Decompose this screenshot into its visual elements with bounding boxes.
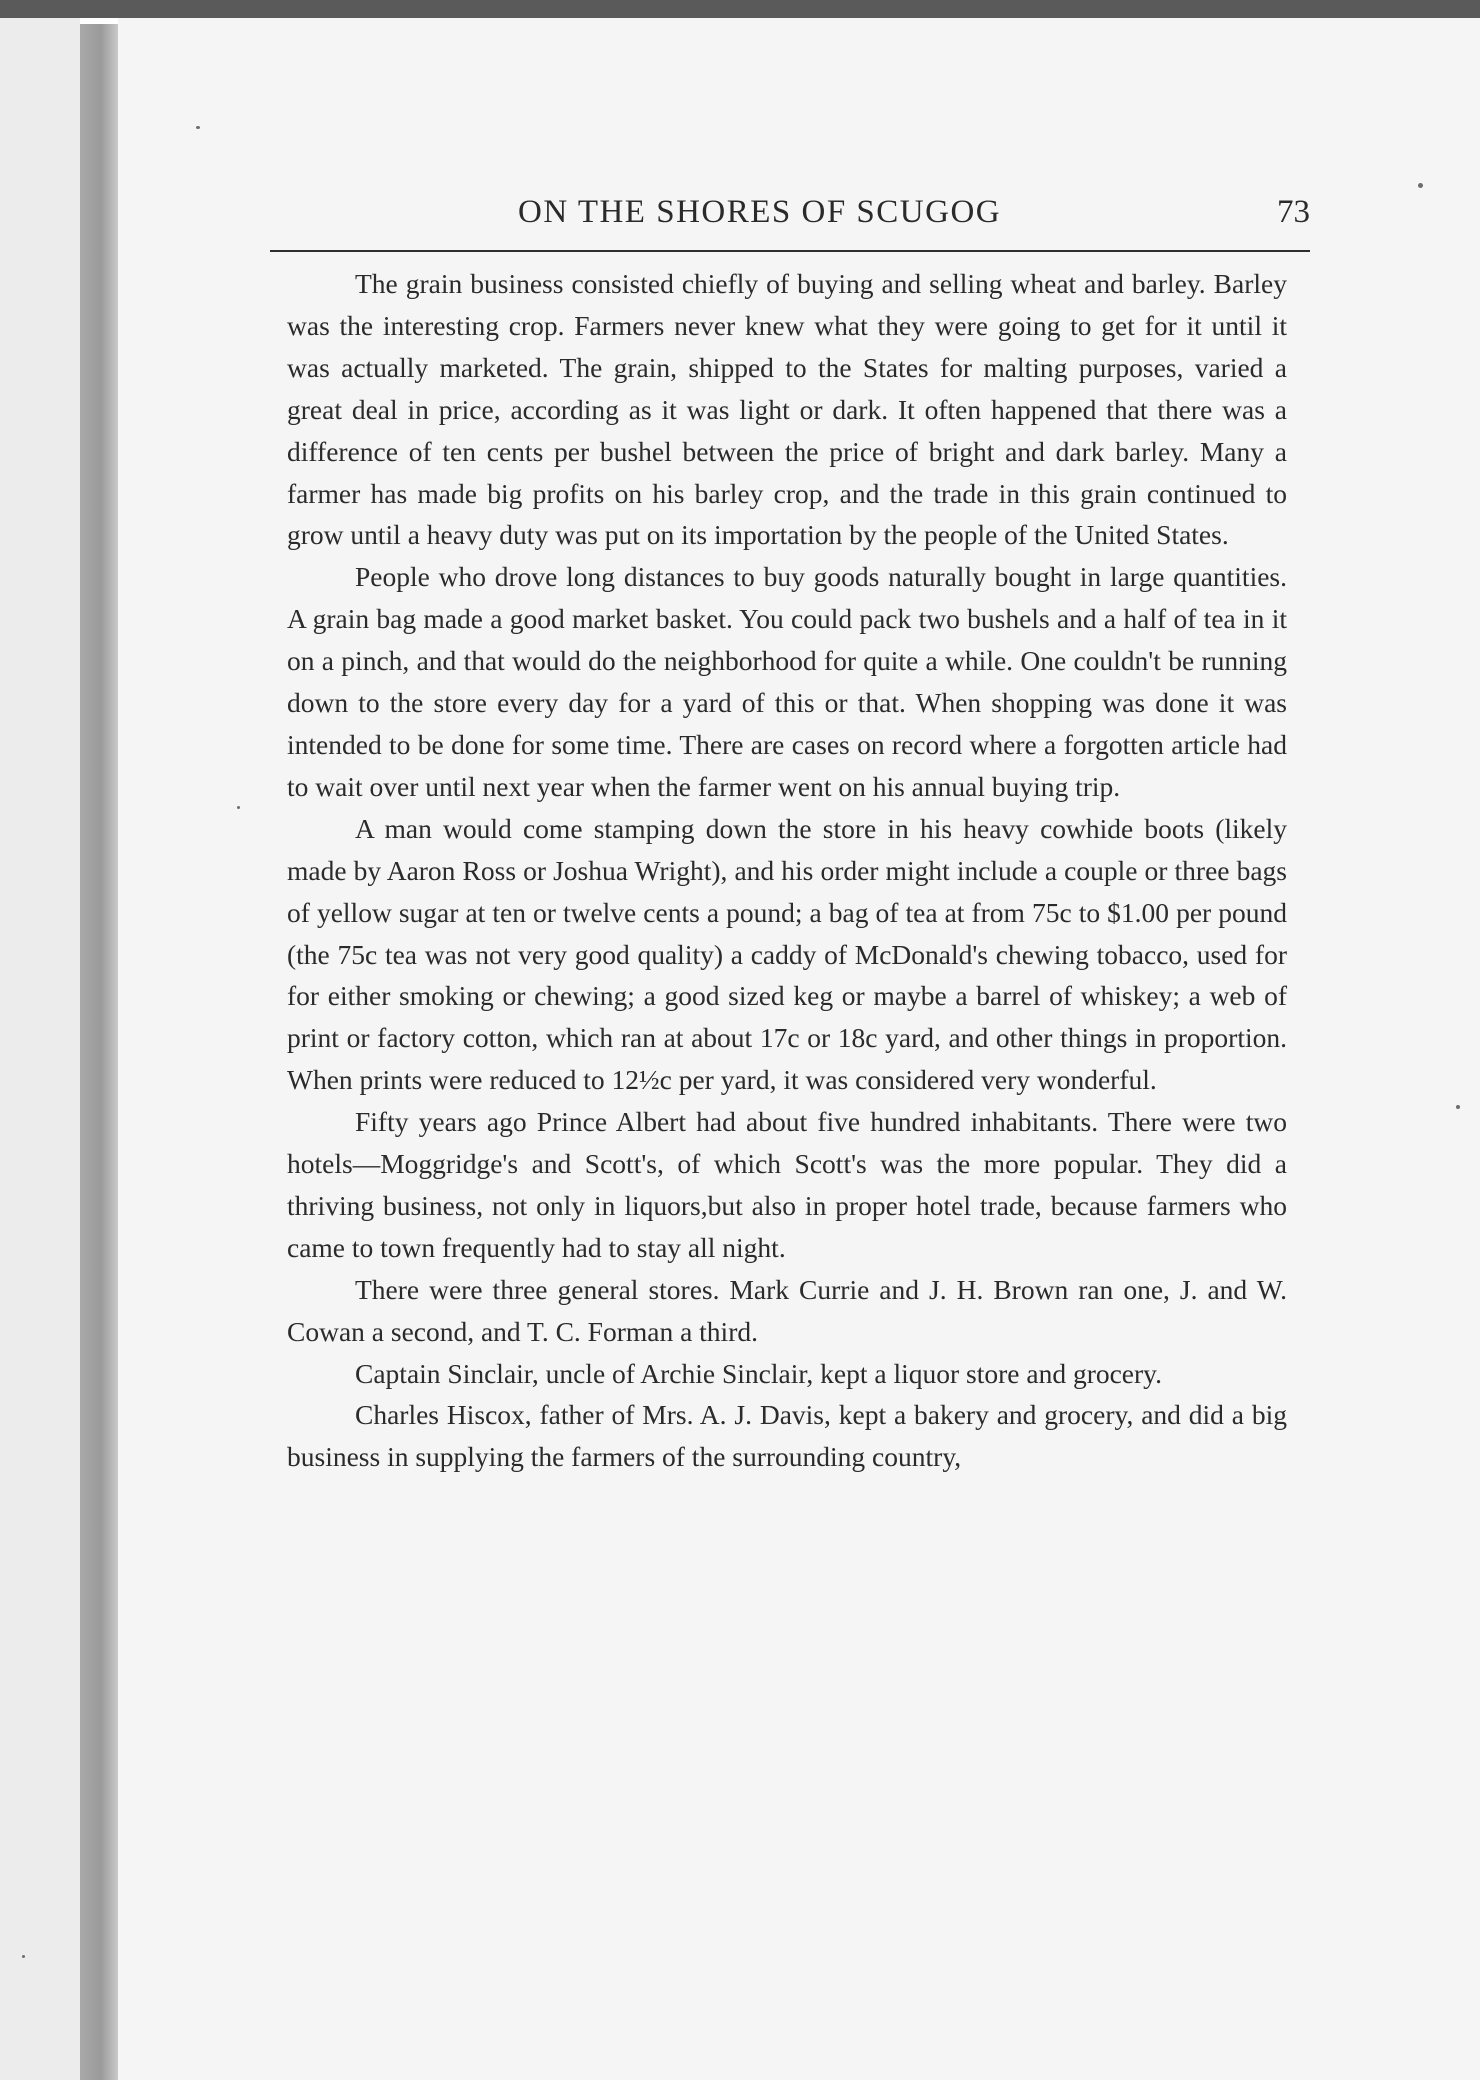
- speck: [237, 806, 240, 809]
- running-header: [270, 190, 1310, 252]
- paragraph-prince-albert: Fifty years ago Prince Albert had about five hundred inhabitants. There were two hotels—Moggridge's and Scott's, of which Scott's was the more popular. They did a thriving business, not only in liquors,but also in proper hotel trade, because farmers who came to town frequently had to stay all night.: [287, 1106, 1287, 1263]
- paragraph-store-order: A man would come stamping down the store in his heavy cowhide boots (likely made by Aaron Ross or Joshua Wright), and his order might include a couple or three bags of yellow sugar at ten or twelve cents a pound; a bag of tea at from 75c to $1.00 per pound (the 75c tea was not very good quality) a caddy of McDonald's chewing tobacco, used for for either smoking or chewing; a good sized keg or maybe a barrel of whiskey; a web of print or factory cotton, which ran at about 17c or 18c yard, and other things in proportion. When prints were reduced to 12½c per yard, it was considered very wonderful.: [287, 812, 1287, 1096]
- speck: [22, 1955, 25, 1958]
- body-text: [287, 263, 1287, 1478]
- page-number: 73: [1277, 194, 1310, 230]
- paragraph-general-stores: There were three general stores. Mark Currie and J. H. Brown ran one, J. and W. Cowan a second, and T. C. Forman a third.: [287, 1273, 1287, 1347]
- scan-top-edge: [0, 0, 1480, 18]
- scan-left-margin: [0, 18, 80, 2080]
- book-binding-shadow: [80, 24, 118, 2080]
- paragraph-charles-hiscox: Charles Hiscox, father of Mrs. A. J. Davis, kept a bakery and grocery, and did a big business in supplying the farmers of the surrounding country,: [287, 1399, 1287, 1473]
- speck: [1418, 183, 1423, 188]
- running-title: ON THE SHORES OF SCUGOG: [518, 194, 1002, 230]
- paragraph-captain-sinclair: Captain Sinclair, uncle of Archie Sinclair, kept a liquor store and grocery.: [355, 1357, 1163, 1389]
- paragraph-large-quantities: People who drove long distances to buy goods naturally bought in large quantities. A grain bag made a good market basket. You could pack two bushels and a half of tea in it on a pinch, and that would do the neighborhood for quite a while. One couldn't be running down to the store every day for a yard of this or that. When shopping was done it was intended to be done for some time. There are cases on record where a forgotten article had to wait over until next year when the farmer went on his annual buying trip.: [287, 561, 1287, 802]
- paragraph-grain-business: The grain business consisted chiefly of buying and selling wheat and barley. Barley was the interesting crop. Farmers never knew what they were going to get for it until it was actually marketed. The grain, shipped to the States for malting purposes, varied a great deal in price, according as it was light or dark. It often happened that there was a difference of ten cents per bushel between the price of bright and dark barley. Many a farmer has made big profits on his barley crop, and the trade in this grain continued to grow until a heavy duty was put on its importation by the people of the United States.: [287, 268, 1287, 551]
- speck: [1456, 1105, 1460, 1109]
- speck: [196, 126, 200, 129]
